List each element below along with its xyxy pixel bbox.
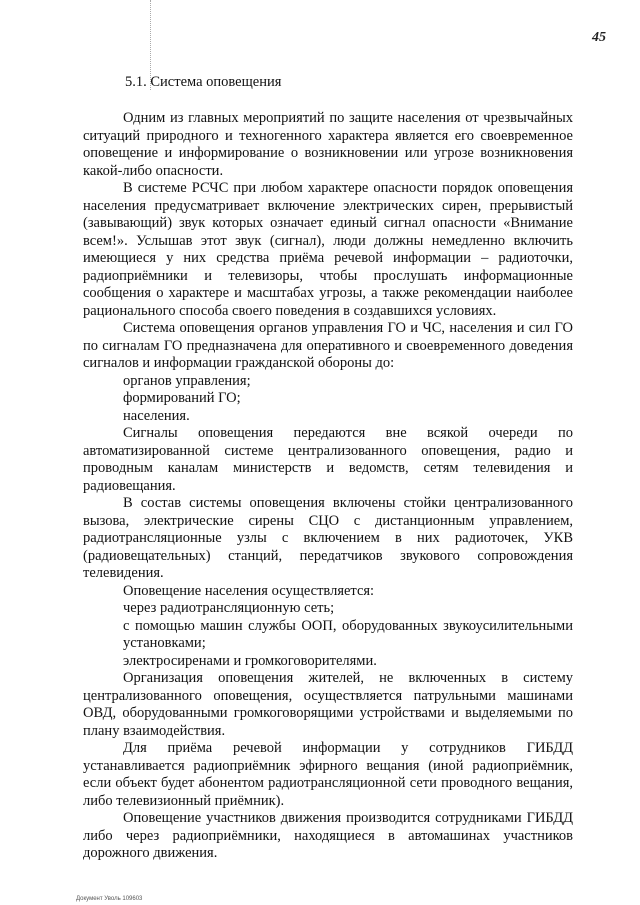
paragraph: Одним из главных мероприятий по защите населения от чрезвычайных ситуаций природного и техногенного характера является его своевременное оповещение и информирование о возникновении или угрозе возникновения какой-либо опасности. [83, 110, 573, 179]
footer-note: Документ Уволь 109603 [76, 896, 143, 902]
paragraph: В состав системы оповещения включены стойки централизованного вызова, электрические сирены СЦО с дистанционным управлением, радиотрансляционные узлы с включением в них радиоточек, УКВ (радиовещательных) станций, передатчиков звукового сопровождения телевидения. [83, 495, 573, 581]
paragraph: В системе РСЧС при любом характере опасности порядок оповещения населения предусматривает включение электрических сирен, прерывистый (завывающий) звук которых означает единый сигнал опасности «Внимание всем!». Услышав этот звук (сигнал), люди должны немедленно включить имеющиеся у них средства приёма речевой информации – радиоточки, радиоприёмники и телевизоры, чтобы прослушать информационные сообщения о характере и масштабах угрозы, а также рекомендации наиболее рационального способа своего поведения в создавшихся условиях. [83, 180, 573, 319]
list-item: населения. [123, 407, 190, 424]
paragraph: Организация оповещения жителей, не включенных в систему централизованного оповещения, осуществляется патрульными машинами ОВД, оборудованными громкоговорящими устройствами и выделяемыми по плану взаимодействия. [83, 670, 573, 739]
list-item: электросиренами и громкоговорителями. [123, 652, 377, 669]
list-item: формирований ГО; [123, 390, 241, 406]
list-item: через радиотрансляционную сеть; [123, 600, 335, 616]
list-item: с помощью машин службы ООП, оборудованных звукоусилительными установками; [123, 617, 573, 651]
paragraph: Сигналы оповещения передаются вне всякой очереди по автоматизированной системе централизованного оповещения, радио и проводным каналам министерств и ведомств, сетям телевидения и радиовещания. [83, 425, 573, 494]
section-title: 5.1. Система оповещения [125, 74, 282, 90]
document-body [83, 110, 573, 863]
page-number: 45 [592, 30, 606, 45]
paragraph: Для приёма речевой информации у сотрудников ГИБДД устанавливается радиоприёмник эфирного вещания (иной радиоприёмник, если объект будет абонентом радиотрансляционной сети проводного вещания, либо телевизионный приёмник). [83, 740, 573, 809]
paragraph: Оповещение участников движения производится сотрудниками ГИБДД либо через радиоприёмники, находящиеся в автомашинах участников дорожного движения. [83, 810, 573, 861]
paragraph: Система оповещения органов управления ГО и ЧС, населения и сил ГО по сигналам ГО предназначена для оперативного и своевременного доведения сигналов и информации гражданской обороны до: [83, 320, 573, 371]
list-item: органов управления; [123, 372, 251, 389]
paragraph: Оповещение населения осуществляется: [123, 582, 375, 599]
